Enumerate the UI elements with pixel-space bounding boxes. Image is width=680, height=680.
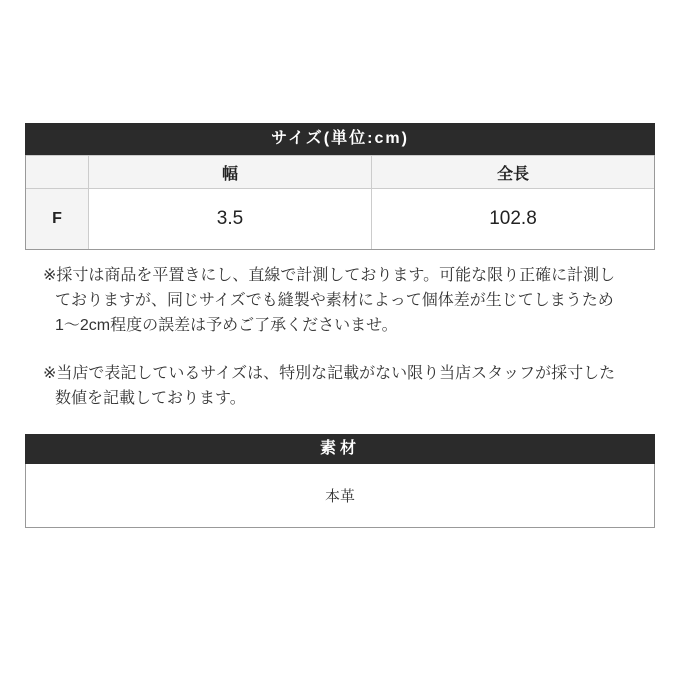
size-table-title-bar: サイズ(単位:cm) bbox=[25, 123, 655, 155]
note-line: ※採寸は商品を平置きにし、直線で計測しております。可能な限り正確に計測し bbox=[43, 267, 616, 284]
length-value-cell: 102.8 bbox=[371, 188, 654, 249]
note-line: ておりますが、同じサイズでも縫製や素材によって個体差が生じてしまうため bbox=[55, 292, 614, 309]
note-line: 1〜2cm程度の誤差は予めご了承くださいませ。 bbox=[55, 317, 398, 334]
length-column-header: 全長 bbox=[371, 155, 654, 188]
size-label-cell: F bbox=[26, 188, 88, 249]
measurement-notes bbox=[25, 250, 655, 411]
note-measurement-method bbox=[43, 263, 645, 338]
note-staff-measured bbox=[43, 361, 645, 411]
note-line: ※当店で表記しているサイズは、特別な記載がない限り当店スタッフが採寸した bbox=[43, 365, 616, 382]
material-title-bar: 素材 bbox=[25, 434, 655, 464]
width-value-cell: 3.5 bbox=[88, 188, 371, 249]
size-table bbox=[26, 155, 654, 249]
size-table-section bbox=[25, 123, 655, 250]
width-column-header: 幅 bbox=[88, 155, 371, 188]
material-section bbox=[25, 434, 655, 528]
note-line: 数値を記載しております。 bbox=[55, 390, 246, 407]
size-column-header-empty bbox=[26, 155, 88, 188]
material-value: 本革 bbox=[26, 464, 654, 527]
